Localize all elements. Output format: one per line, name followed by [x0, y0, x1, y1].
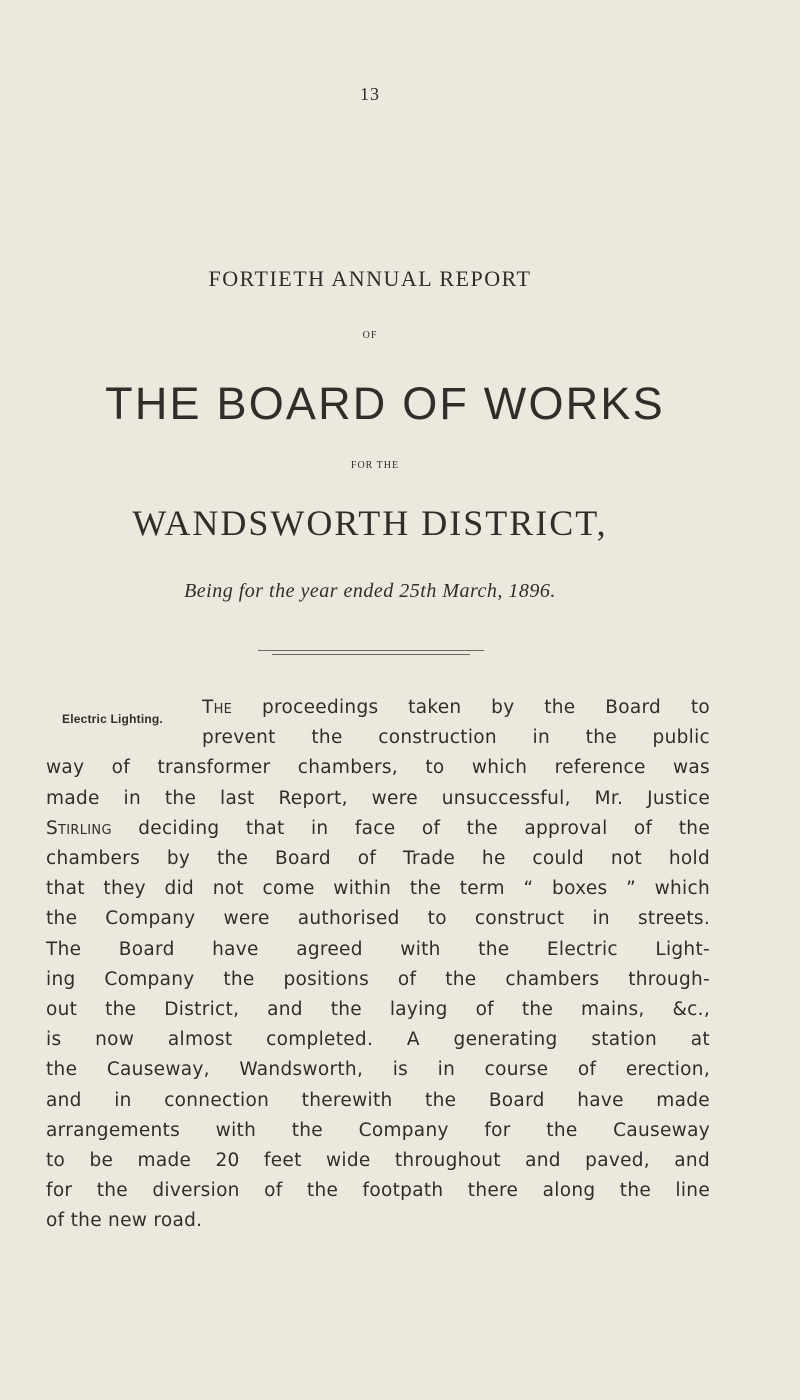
year-subtitle: Being for the year ended 25th March, 1896.: [184, 580, 556, 602]
heading-of: OF: [362, 330, 378, 341]
body-line: way of transformer chambers, to which reference was: [46, 757, 710, 779]
name-stirling: Stirling: [46, 817, 112, 839]
body-line: of the new road.: [46, 1210, 203, 1232]
lead-word: The: [202, 697, 233, 718]
report-heading: FORTIETH ANNUAL REPORT: [208, 266, 532, 291]
body-line: the Company were authorised to construct in streets.: [46, 908, 710, 930]
body-line: that they did not come within the term “ boxes ” which: [46, 878, 710, 900]
board-title: THE BOARD OF WORKS: [105, 378, 665, 429]
body-line: out the District, and the laying of the mains, &c.,: [46, 999, 710, 1021]
heading-for-the: FOR THE: [350, 460, 400, 471]
body-line: is now almost completed. A generating station at: [46, 1029, 710, 1051]
divider-rule-top: [258, 650, 484, 651]
body-line: chambers by the Board of Trade he could not hold: [46, 848, 710, 870]
body-paragraph: [46, 693, 710, 1237]
body-line: to be made 20 feet wide throughout and paved, and: [46, 1150, 710, 1172]
body-line: arrangements with the Company for the Causeway: [46, 1119, 710, 1141]
district-title: WANDSWORTH DISTRICT,: [132, 503, 608, 543]
body-line: prevent the construction in the public: [202, 727, 710, 749]
body-line: the Causeway, Wandsworth, is in course of erection,: [46, 1059, 710, 1081]
margin-note: Electric Lighting.: [62, 712, 163, 726]
body-line: and in connection therewith the Board have made: [46, 1089, 710, 1111]
body-line: The proceedings taken by the Board to: [202, 697, 710, 718]
body-line: Stirling deciding that in face of the approval of the: [46, 817, 710, 839]
page-number: 13: [360, 84, 380, 104]
body-line: The Board have agreed with the Electric Light-: [46, 938, 710, 960]
divider-rule-bottom: [272, 654, 470, 655]
body-line: made in the last Report, were unsuccessful, Mr. Justice: [46, 787, 710, 809]
body-line: for the diversion of the footpath there along the line: [46, 1180, 710, 1202]
body-line: ing Company the positions of the chambers through-: [46, 968, 710, 990]
